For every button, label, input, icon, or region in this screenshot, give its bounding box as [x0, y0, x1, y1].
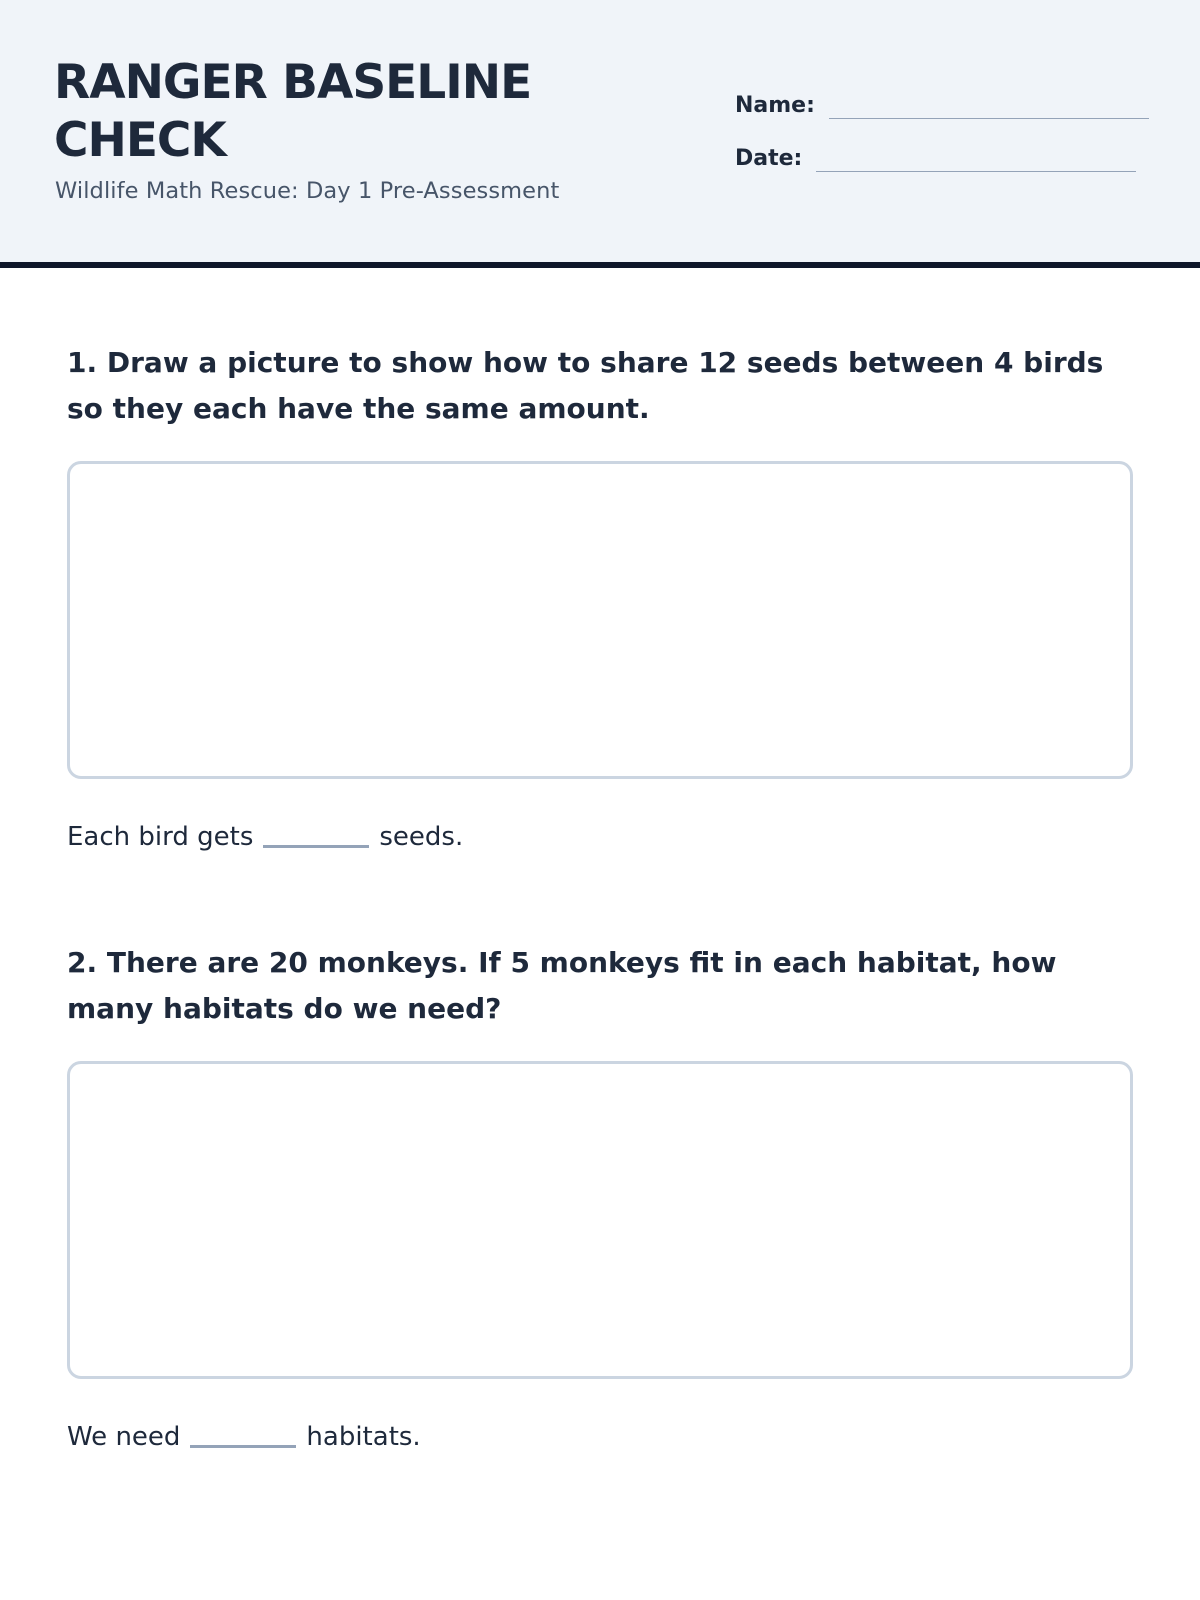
date-input-line[interactable]: [816, 171, 1136, 172]
name-field[interactable]: [735, 91, 1149, 121]
question-2-answer-prefix: We need: [67, 1422, 181, 1452]
question-2-text: 2. There are 20 monkeys. If 5 monkeys fit in each habitat, how many habitats do we need?: [67, 946, 1057, 1025]
date-field[interactable]: [735, 144, 1136, 174]
question-1-answer-blank[interactable]: [263, 845, 369, 848]
question-1-drawing-box[interactable]: [67, 461, 1133, 779]
question-1-answer-suffix: seeds.: [379, 822, 464, 852]
worksheet-title: RANGER BASELINE CHECK: [54, 55, 532, 168]
question-1-text: 1. Draw a picture to show how to share 12 seeds between 4 birds so they each have the same amount.: [67, 346, 1104, 425]
name-label: Name:: [735, 93, 815, 118]
question-1-answer-line: [67, 820, 463, 854]
question-2-answer-suffix: habitats.: [306, 1422, 421, 1452]
worksheet-subtitle: Wildlife Math Rescue: Day 1 Pre-Assessment: [55, 178, 560, 204]
name-input-line[interactable]: [829, 118, 1149, 119]
date-label: Date:: [735, 146, 803, 171]
question-2-answer-line: [67, 1420, 421, 1454]
question-2-drawing-box[interactable]: [67, 1061, 1133, 1379]
question-1-answer-prefix: Each bird gets: [67, 822, 254, 852]
question-2-answer-blank[interactable]: [190, 1445, 296, 1448]
worksheet-header: [0, 0, 1200, 268]
